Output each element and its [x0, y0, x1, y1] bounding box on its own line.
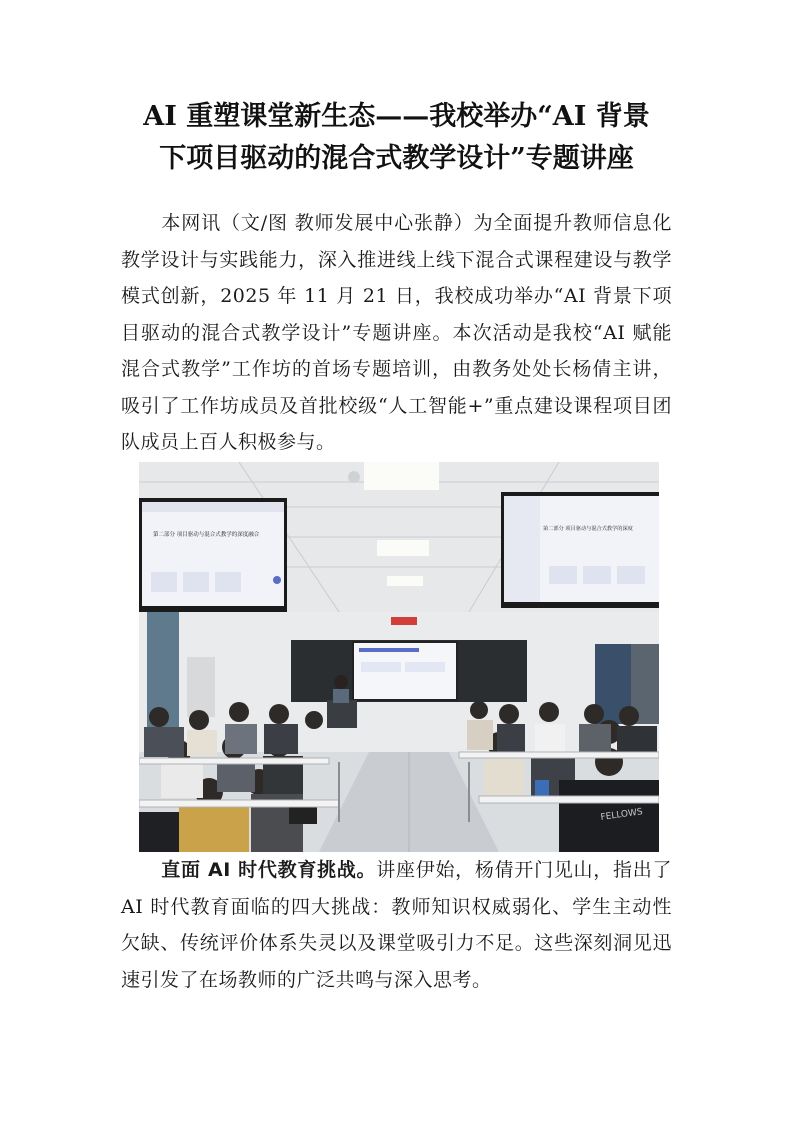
title-line-2: 下项目驱动的混合式教学设计”专题讲座: [159, 143, 634, 174]
jacket-text: FELLOWS: [600, 807, 644, 823]
paragraph-intro-text: 本网讯（文/图 教师发展中心张静）为全面提升教师信息化教学设计与实践能力，深入推进线上线下混合式课程建设与教学模式创新，2025 年 11 月 21 日，我校成功举办“AI 背景下项目驱动的混合式教学设计”专题讲座。本次活动是我校“AI 赋能混合式教学”工作坊的首场专题培训，由教务处处长杨倩主讲，吸引了工作坊成员及首批校级“人工智能+”重点建设课程项目团队成员上百人积极参与。: [121, 212, 672, 453]
right-screen-heading: 第二部分 项目驱动与混合式教学的深度: [543, 526, 633, 532]
paragraph-intro: [121, 205, 672, 461]
title-line-1: AI 重塑课堂新生态——我校举办“AI 背景: [143, 101, 650, 132]
left-screen-heading: 第二部分 项目驱动与混合式教学的深度融合: [153, 532, 260, 538]
paragraph-challenges: [121, 852, 672, 998]
paragraph-challenges-lead: 直面 AI 时代教育挑战。: [161, 859, 377, 881]
lecture-photo: [139, 462, 659, 852]
paragraph-challenges-text: 讲座伊始，杨倩开门见山，指出了 AI 时代教育面临的四大挑战：教师知识权威弱化、学生主动性欠缺、传统评价体系失灵以及课堂吸引力不足。这些深刻洞见迅速引发了在场教师的广泛共鸣与深入思考。: [121, 859, 672, 991]
article-title: [100, 96, 693, 180]
